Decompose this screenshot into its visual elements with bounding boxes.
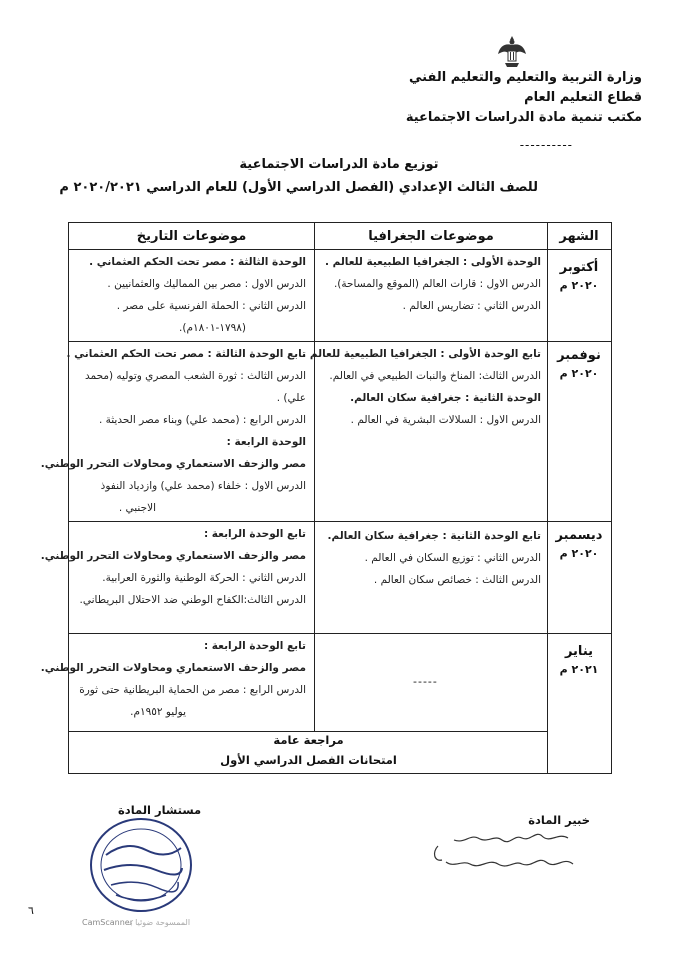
sector-name: قطاع التعليم العام: [524, 90, 642, 105]
month-year: ٢٠٢٠ م: [559, 367, 599, 380]
lesson-line: الدرس الاول : السلالات البشرية في العالم .: [350, 414, 541, 426]
lesson-line: الدرس الاول : قارات العالم (الموقع والمساحة).: [333, 278, 541, 290]
header-separator: ----------: [519, 138, 573, 152]
lesson-line: الدرس الاول : خلفاء (محمد علي) وازدياد النفوذ: [100, 480, 306, 492]
unit-title: الوحدة الأولى : الجغرافيا الطبيعية للعالم .: [324, 256, 541, 268]
unit-title: تابع الوحدة الرابعة :: [203, 528, 306, 540]
lesson-line: يوليو ١٩٥٢م.: [130, 706, 186, 718]
ministry-header: [406, 68, 642, 128]
unit-title: مصر والزحف الاستعماري ومحاولات التحرر الوطني.: [40, 662, 306, 674]
header-month: الشهر: [559, 229, 599, 244]
lesson-line: الدرس الثالث : ثورة الشعب المصري وتوليه (محمد: [85, 370, 306, 382]
unit-title: تابع الوحدة الرابعة :: [203, 640, 306, 652]
column-divider: [314, 223, 315, 731]
month-year: ٢٠٢٠ م: [559, 279, 599, 292]
header-geography: موضوعات الجغرافيا: [368, 229, 494, 244]
unit-title: الوحدة الرابعة :: [226, 436, 306, 448]
official-stamp-icon: [86, 810, 196, 920]
month-november: [551, 347, 607, 383]
expert-signature-icon: [418, 826, 578, 886]
lesson-line: الدرس الثاني : توزيع السكان في العالم .: [364, 552, 541, 564]
document-title: توزيع مادة الدراسات الاجتماعية: [239, 157, 439, 172]
lesson-line: الدرس الثالث : خصائص سكان العالم .: [373, 574, 541, 586]
month-year: ٢٠٢٠ م: [559, 547, 599, 560]
month-label: ديسمبر: [555, 528, 603, 543]
scanner-watermark: CamScanner: [82, 918, 134, 927]
row-divider: [69, 341, 611, 342]
document-subtitle: للصف الثالث الإعدادي (الفصل الدراسي الأول) للعام الدراسي ٢٠٢٠/٢٠٢١ م: [59, 180, 538, 195]
page-number: ٦: [28, 904, 34, 917]
lesson-line: الدرس الاول : مصر بين المماليك والعثمانيين .: [107, 278, 306, 290]
lesson-line: الدرس الثاني : الحملة الفرنسية على مصر .: [116, 300, 306, 312]
unit-title: تابع الوحدة الثالثة : مصر تحت الحكم العثماني .: [66, 348, 306, 360]
month-december: [551, 527, 607, 563]
unit-title: تابع الوحدة الأولى : الجغرافيا الطبيعية للعالم .: [302, 348, 541, 360]
lesson-line: الدرس الرابع : مصر من الحماية البريطانية حتى ثورة: [79, 684, 306, 696]
unit-title: مصر والزحف الاستعماري ومحاولات التحرر الوطني.: [40, 458, 306, 470]
column-divider: [547, 223, 548, 773]
lesson-line: الدرس الثالث: المناخ والنبات الطبيعي في العالم.: [329, 370, 541, 382]
row-divider: [69, 249, 611, 250]
unit-title: تابع الوحدة الثانية : جغرافية سكان العالم.: [327, 530, 541, 542]
lesson-line: الدرس الثالث:الكفاح الوطني ضد الاحتلال البريطاني.: [79, 594, 306, 606]
hist-cell-november: [41, 343, 306, 519]
month-january: [551, 643, 607, 679]
lesson-line: الدرس الرابع : (محمد علي) وبناء مصر الحديثة .: [98, 414, 306, 426]
month-label: أكتوبر: [559, 260, 599, 275]
lesson-line: الاجنبي .: [118, 502, 156, 514]
unit-title: مصر والزحف الاستعماري ومحاولات التحرر الوطني.: [40, 550, 306, 562]
review-line: مراجعة عامة: [273, 733, 344, 747]
row-divider: [69, 633, 611, 634]
month-year: ٢٠٢١ م: [559, 663, 599, 676]
month-label: نوفمبر: [557, 348, 601, 363]
exams-line: امتحانات الفصل الدراسي الأول: [220, 753, 397, 767]
row-divider: [69, 521, 611, 522]
office-name: مكتب تنمية مادة الدراسات الاجتماعية: [405, 110, 642, 125]
unit-title: الوحدة الثالثة : مصر تحت الحكم العثماني .: [89, 256, 306, 268]
scanner-watermark-note: الممسوحة ضوئيا بـ: [128, 918, 191, 927]
month-label: يناير: [564, 644, 594, 659]
geo-cell-december: [327, 525, 541, 591]
lesson-line: (١٧٩٨-١٨٠١م).: [179, 322, 246, 334]
geo-cell-october: [325, 251, 541, 317]
unit-title: الوحدة الثانية : جغرافية سكان العالم.: [350, 392, 541, 404]
month-october: [551, 259, 607, 295]
header-history: موضوعات التاريخ: [136, 229, 247, 244]
hist-cell-december: [41, 523, 306, 611]
lesson-line: الدرس الثاني : تضاريس العالم .: [402, 300, 541, 312]
hist-cell-october: [89, 251, 306, 339]
geo-cell-november: [302, 343, 541, 431]
advisor-label: مستشار المادة: [118, 803, 202, 817]
egypt-eagle-emblem-icon: [497, 34, 527, 70]
ministry-name: وزارة التربية والتعليم والتعليم الفني: [409, 70, 642, 85]
empty-geo-marker: -----: [413, 675, 438, 688]
lesson-line: الدرس الثاني : الحركة الوطنية والثورة العرابية.: [102, 572, 306, 584]
expert-label: خبير المادة: [528, 813, 590, 827]
curriculum-table: [40, 222, 612, 774]
lesson-line: علي) .: [276, 392, 306, 404]
hist-cell-january: [41, 635, 306, 723]
